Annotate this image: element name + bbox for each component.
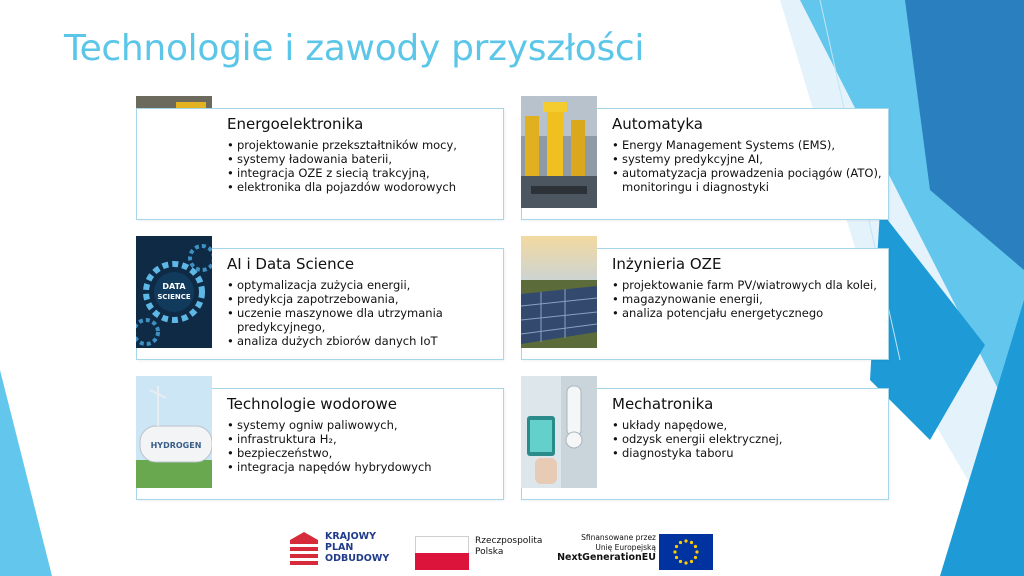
kpo-line-2: PLAN (325, 542, 354, 553)
eu-line-3: NextGenerationEU (557, 552, 656, 563)
inzynieria-oze-image (521, 236, 597, 348)
list-item: • automatyzacja prowadzenia pociągów (ATO), monitoringu i diagnostyki (612, 166, 882, 194)
card-item-list (227, 418, 497, 474)
card-title: Mechatronika (612, 395, 714, 413)
list-item: • diagnostyka taboru (612, 446, 882, 460)
card-title: Automatyka (612, 115, 704, 133)
eu-line-1: Sfinansowane przez (581, 533, 656, 542)
list-item: • integracja napędów hybrydowych (227, 460, 497, 474)
rp-logo-text (475, 536, 542, 558)
card-item-list (612, 418, 882, 460)
list-item: • układy napędowe, (612, 418, 882, 432)
list-item: • odzysk energii elektrycznej, (612, 432, 882, 446)
card-item-list (612, 278, 882, 320)
list-item: • systemy predykcyjne AI, (612, 152, 882, 166)
card-item-list (227, 138, 497, 194)
rp-line-1: Rzeczpospolita (475, 536, 543, 546)
card-title: Technologie wodorowe (227, 395, 397, 413)
list-item: • uczenie maszynowe dla utrzymania predykcyjnego, (227, 306, 497, 334)
list-item: • projektowanie farm PV/wiatrowych dla kolei, (612, 278, 882, 292)
list-item: • bezpieczeństwo, (227, 446, 497, 460)
list-item: • integracja OZE z siecią trakcyjną, (227, 166, 497, 180)
eu-line-2: Unię Europejską (595, 543, 656, 552)
list-item: • predykcja zapotrzebowania, (227, 292, 497, 306)
list-item: • optymalizacja zużycia energii, (227, 278, 497, 292)
kpo-line-3: ODBUDOWY (325, 553, 390, 564)
list-item: • analiza dużych zbiorów danych IoT (227, 334, 497, 348)
slide-title: Technologie i zawody przyszłości (64, 28, 645, 69)
card-title: Inżynieria OZE (612, 255, 722, 273)
card-title: AI i Data Science (227, 255, 355, 273)
card-energoelektronika (136, 108, 504, 220)
list-item: • infrastruktura H₂, (227, 432, 497, 446)
list-item: • projektowanie przekształtników mocy, (227, 138, 497, 152)
list-item: • Energy Management Systems (EMS), (612, 138, 882, 152)
list-item: • magazynowanie energii, (612, 292, 882, 306)
kpo-logo-text (325, 531, 389, 564)
list-item: • systemy ładowania baterii, (227, 152, 497, 166)
list-item: • elektronika dla pojazdów wodorowych (227, 180, 497, 194)
hydrogen-label: HYDROGEN (150, 441, 202, 450)
polish-flag-icon (415, 531, 469, 575)
list-item: • analiza potencjału energetycznego (612, 306, 882, 320)
mechatronika-image (521, 376, 597, 488)
technologie-wodorowe-image (136, 376, 212, 488)
list-item: • systemy ogniw paliwowych, (227, 418, 497, 432)
rp-line-2: Polska (475, 547, 504, 557)
automatyka-image (521, 96, 597, 208)
card-item-list (227, 278, 497, 348)
card-title: Energoelektronika (227, 115, 364, 133)
eu-funding-text (548, 533, 656, 563)
kpo-logo-icon (288, 526, 322, 570)
card-item-list (612, 138, 882, 194)
kpo-line-1: KRAJOWY (325, 531, 376, 542)
eu-flag-icon (659, 530, 713, 574)
left-bottom-triangle (0, 370, 52, 576)
science-label: SCIENCE (157, 293, 191, 301)
ai-data-science-image (136, 236, 212, 348)
data-label: DATA (162, 282, 186, 291)
